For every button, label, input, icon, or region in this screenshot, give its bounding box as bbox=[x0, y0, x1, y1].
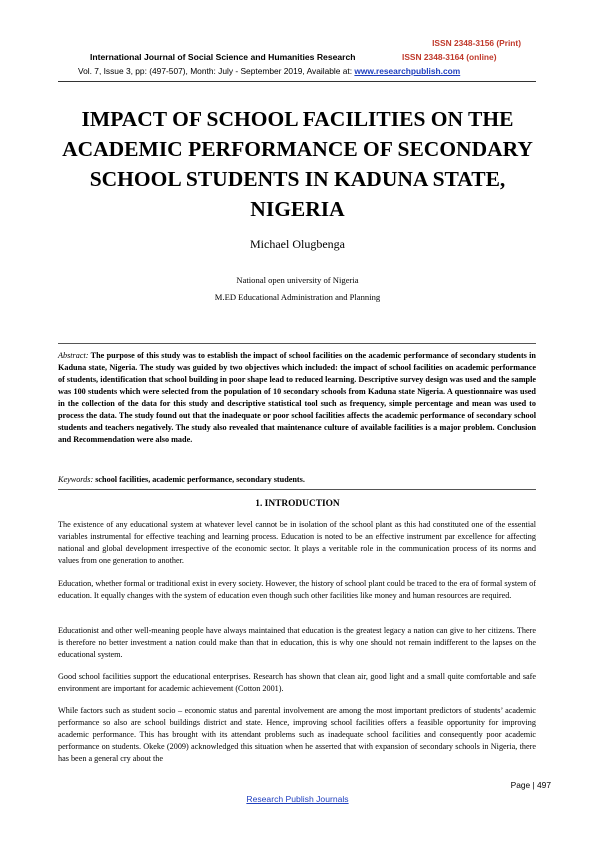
body-paragraph: Educationist and other well-meaning people have always maintained that education is the greatest legacy a nation can give to her citizens. There is therefore no better investment a nation could make than that in education, this is why one should not remain indifferent to the lapses on the educational system. bbox=[58, 626, 536, 660]
abstract bbox=[58, 350, 536, 446]
body-paragraph: The existence of any educational system at whatever level cannot be in isolation of the school plant as this had constituted one of the essential variables instrumental for effective teaching and learning process. Education is noted to be an effective instrument par excellence for affecting national and global development irrespective of the economic sector. It plays a veritable role in the communication process of its norms and values from one generation to another. bbox=[58, 520, 536, 566]
keywords bbox=[58, 475, 536, 484]
abstract-top-divider bbox=[58, 343, 536, 344]
header-divider bbox=[58, 81, 536, 82]
section-heading-introduction: 1. INTRODUCTION bbox=[255, 499, 340, 509]
volume-info bbox=[78, 66, 460, 76]
abstract-text: The purpose of this study was to establish the impact of school facilities on the academic performance of secondary students in Kaduna state, Nigeria. The study was guided by two objectives which included: the impact of school facilities on academic performance of students, identification that school building in poor shape lead to reduced learning. Descriptive survey design was used and the sample was 100 students which were selected from the population of 10 secondary schools from Kaduna state Nigeria. A questionnaire was used in the collection of the data for this study and descriptive statistical tool such as frequency, simple percentage and mean was used to process the data. The study found out that the inadequate or poor school facilities affects the academic performance of secondary school students and teachers negatively. The study also revealed that maintenance culture of available facilities is a major problem. Conclusion and Recommendation were also made. bbox=[58, 351, 536, 445]
body-paragraph: While factors such as student socio – economic status and parental involvement are among the most important predictors of students’ academic performance so also are school buildings district and state. Hence, improving school facilities offers a feasible opportunity for improving academic performance. This has brought with its attendant problems such as inadequate school facilities and consequently poor academic performance on students. Okeke (2009) acknowledged this situation when he asserted that with expansion of secondary schools in Nigeria, there has been a general cry about the bbox=[58, 706, 536, 764]
affiliation-institution: National open university of Nigeria bbox=[236, 275, 359, 285]
abstract-label: Abstract: bbox=[58, 351, 89, 360]
keywords-label: Keywords: bbox=[58, 475, 94, 484]
author-name: Michael Olugbenga bbox=[250, 237, 345, 251]
page-number: Page | 497 bbox=[510, 780, 551, 790]
affiliation-department: M.ED Educational Administration and Planning bbox=[214, 292, 381, 302]
volume-text: Vol. 7, Issue 3, pp: (497-507), Month: July - September 2019, Available at: bbox=[78, 66, 355, 76]
issn-online: ISSN 2348-3164 (online) bbox=[402, 52, 497, 62]
issn-print: ISSN 2348-3156 (Print) bbox=[432, 38, 521, 48]
publisher-link[interactable]: Research Publish Journals bbox=[246, 794, 349, 804]
keywords-divider bbox=[58, 489, 536, 490]
body-paragraph: Good school facilities support the educational enterprises. Research has shown that clean air, good light and a small quite comfortable and safe environment are important for academic achievement (Cotton 2001). bbox=[58, 672, 536, 694]
keywords-text: school facilities, academic performance, secondary students. bbox=[93, 475, 305, 484]
body-paragraph: Education, whether formal or traditional exist in every society. However, the history of school plant could be traced to the era of formal system of education. It equally changes with the system of education even though such other facilities like money and human resources are required. bbox=[58, 579, 536, 601]
journal-name: International Journal of Social Science and Humanities Research bbox=[90, 52, 356, 62]
paper-title: IMPACT OF SCHOOL FACILITIES ON THE ACADEMIC PERFORMANCE OF SECONDARY SCHOOL STUDENTS IN KADUNA STATE, NIGERIA bbox=[62, 107, 533, 221]
website-link[interactable]: www.researchpublish.com bbox=[354, 66, 461, 76]
